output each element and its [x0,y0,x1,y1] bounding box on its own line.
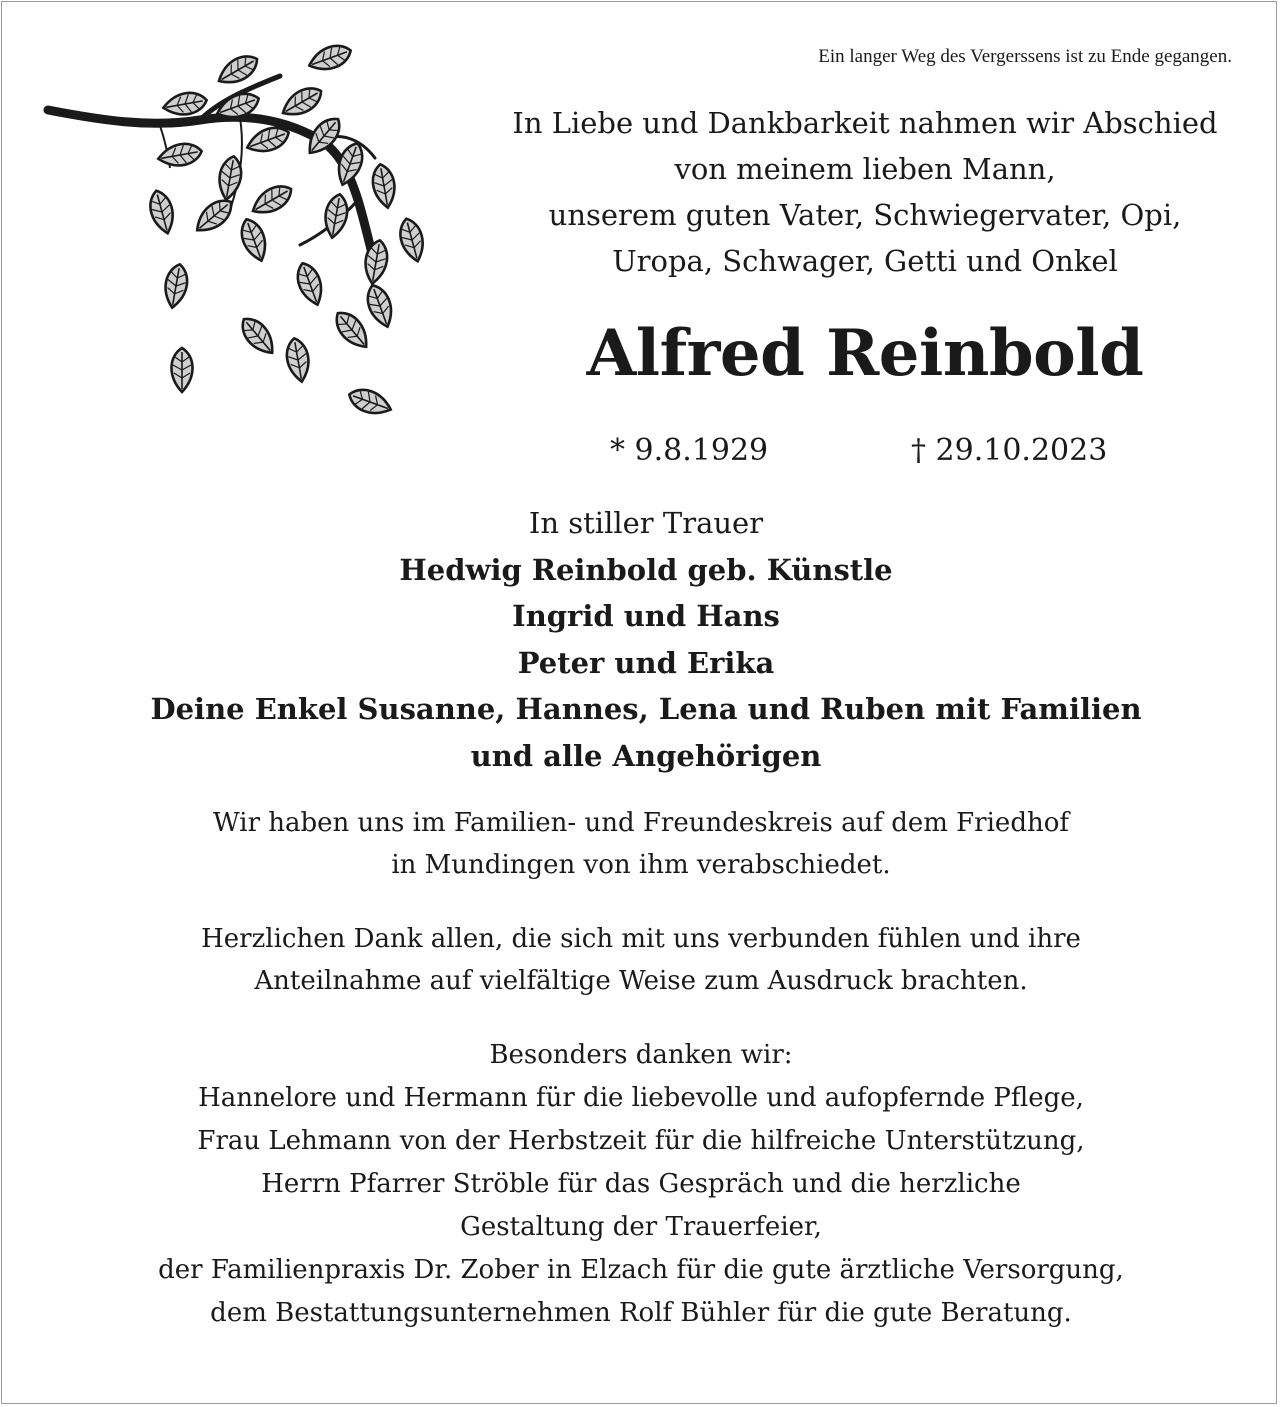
birth-date: * 9.8.1929 [610,433,769,468]
special-thanks-paragraph [0,1034,1280,1335]
deceased-name: Alfred Reinbold [586,316,1144,391]
special-thanks-line: dem Bestattungsunternehmen Rolf Bühler für die gute Beratung. [210,1298,1072,1328]
intro-line: von meinem lieben Mann, [674,152,1056,186]
mourner-name: Hedwig Reinbold geb. Künstle [399,552,893,587]
mourners-list [0,500,1280,779]
special-thanks-line: Frau Lehmann von der Herbstzeit für die hilfreiche Unterstützung, [197,1126,1085,1156]
intro-text [470,100,1260,284]
farewell-paragraph [0,802,1280,886]
special-thanks-line: Hannelore und Hermann für die liebevolle und aufopfernde Pflege, [198,1083,1084,1113]
mourners-heading: In stiller Trauer [528,506,764,540]
thanks-line: Anteilnahme auf vielfältige Weise zum Ausdruck brachten. [254,966,1028,996]
farewell-line: Wir haben uns im Familien- und Freundeskreis auf dem Friedhof [213,808,1069,838]
thanks-paragraph [0,918,1280,1002]
intro-line: In Liebe und Dankbarkeit nahmen wir Abschied [512,106,1218,140]
branch-with-leaves-icon [40,40,440,430]
intro-line: Uropa, Schwager, Getti und Onkel [612,244,1118,278]
mourner-name: Ingrid und Hans [512,599,780,633]
special-thanks-line: Gestaltung der Trauerfeier, [460,1212,822,1242]
special-thanks-line: Besonders danken wir: [489,1040,793,1070]
thanks-line: Herzlichen Dank allen, die sich mit uns verbunden fühlen und ihre [201,924,1081,954]
mourner-name: Peter und Erika [517,645,775,680]
farewell-line: in Mundingen von ihm verabschiedet. [391,850,891,880]
motto-line: Ein langer Weg des Vergerssens ist zu Ende gegangen. [818,46,1232,67]
death-date: † 29.10.2023 [911,433,1108,468]
intro-line: unserem guten Vater, Schwiegervater, Opi, [548,198,1182,232]
special-thanks-line: der Familienpraxis Dr. Zober in Elzach für die gute ärztliche Versorgung, [158,1255,1124,1285]
mourner-name: und alle Angehörigen [470,738,822,773]
mourner-name: Deine Enkel Susanne, Hannes, Lena und Ruben mit Familien [150,692,1142,726]
special-thanks-line: Herrn Pfarrer Ströble für das Gespräch und die herzliche [261,1169,1021,1199]
